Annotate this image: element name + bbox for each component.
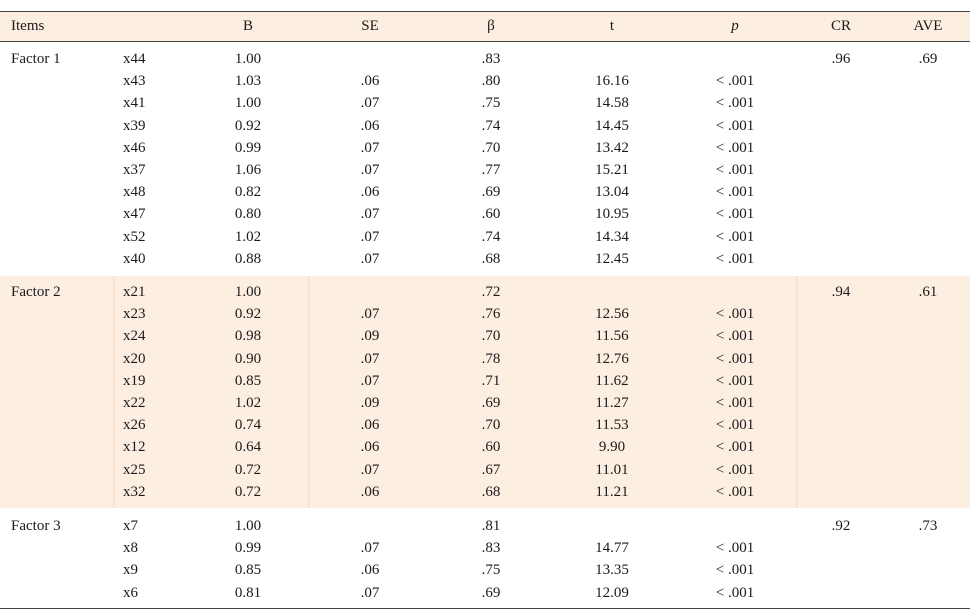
cell-beta: .70: [481, 417, 501, 433]
cell-b: 1.02: [234, 229, 262, 245]
band-gutter: [113, 276, 115, 508]
cell-t: 11.62: [595, 373, 629, 389]
cell-b: 0.85: [234, 562, 262, 578]
cell-beta: .67: [481, 462, 501, 478]
cell-b: 1.00: [234, 518, 262, 534]
cell-item: x9: [123, 562, 138, 578]
cell-se: .06: [360, 118, 380, 134]
cell-b: 0.64: [234, 439, 262, 455]
cell-b: 1.00: [234, 284, 262, 300]
cell-beta: .71: [481, 373, 501, 389]
cell-p: < .001: [715, 562, 755, 578]
cell-beta: .83: [481, 540, 501, 556]
cell-beta: .78: [481, 351, 501, 367]
cell-b: 0.99: [234, 540, 262, 556]
cell-beta: .68: [481, 251, 501, 267]
cell-t: 14.77: [595, 540, 629, 556]
cell-t: 10.95: [595, 206, 629, 222]
cell-b: 1.02: [234, 395, 262, 411]
cell-beta: .60: [481, 206, 501, 222]
cell-b: 0.98: [234, 328, 262, 344]
cell-ave: .61: [918, 284, 938, 300]
cell-t: 14.34: [595, 229, 629, 245]
cell-item: x24: [123, 328, 146, 344]
cell-se: .07: [360, 373, 380, 389]
cell-t: 12.09: [595, 585, 629, 601]
cell-se: .06: [360, 184, 380, 200]
cell-item: x44: [123, 51, 146, 67]
cell-beta: .75: [481, 95, 501, 111]
cell-se: .07: [360, 229, 380, 245]
cell-se: .07: [360, 585, 380, 601]
cell-p: < .001: [715, 251, 755, 267]
cell-se: .09: [360, 328, 380, 344]
cell-p: < .001: [715, 118, 755, 134]
cell-se: .06: [360, 484, 380, 500]
cell-p: < .001: [715, 351, 755, 367]
cell-p: < .001: [715, 585, 755, 601]
band-gutter: [308, 276, 310, 508]
cell-t: 14.58: [595, 95, 629, 111]
table-header: [0, 12, 970, 42]
cell-se: .07: [360, 462, 380, 478]
cell-item: x12: [123, 439, 146, 455]
cell-p: < .001: [715, 140, 755, 156]
cell-se: .07: [360, 306, 380, 322]
cell-se: .07: [360, 251, 380, 267]
cell-beta: .74: [481, 118, 501, 134]
cell-item: x25: [123, 462, 146, 478]
cell-se: .09: [360, 395, 380, 411]
cell-se: .07: [360, 162, 380, 178]
cell-beta: .69: [481, 585, 501, 601]
cell-item: x32: [123, 484, 146, 500]
cell-se: .06: [360, 417, 380, 433]
cell-beta: .77: [481, 162, 501, 178]
cell-p: < .001: [715, 540, 755, 556]
cell-t: 14.45: [595, 118, 629, 134]
cell-item: x47: [123, 206, 146, 222]
cell-t: 13.42: [595, 140, 629, 156]
header-t: t: [609, 18, 615, 34]
cell-p: < .001: [715, 95, 755, 111]
cell-t: 13.04: [595, 184, 629, 200]
cell-se: .07: [360, 351, 380, 367]
cell-b: 0.92: [234, 118, 262, 134]
cell-p: < .001: [715, 162, 755, 178]
cell-item: x7: [123, 518, 138, 534]
cell-t: 12.45: [595, 251, 629, 267]
cell-cr: .92: [831, 518, 851, 534]
cell-item: x48: [123, 184, 146, 200]
band-gutter: [796, 276, 798, 508]
cell-p: < .001: [715, 439, 755, 455]
cell-se: .07: [360, 140, 380, 156]
cell-beta: .70: [481, 328, 501, 344]
cell-p: < .001: [715, 373, 755, 389]
cell-t: 11.56: [595, 328, 629, 344]
header-b: B: [242, 18, 254, 34]
cell-b: 0.72: [234, 462, 262, 478]
cell-p: < .001: [715, 328, 755, 344]
cell-beta: .69: [481, 395, 501, 411]
cell-p: < .001: [715, 229, 755, 245]
cell-p: < .001: [715, 206, 755, 222]
cell-item: x8: [123, 540, 138, 556]
cell-item: x40: [123, 251, 146, 267]
cell-b: 1.03: [234, 73, 262, 89]
cell-p: < .001: [715, 73, 755, 89]
cell-se: .06: [360, 562, 380, 578]
table-bottom-rule: [0, 608, 970, 609]
header-ave: AVE: [913, 18, 943, 34]
cell-beta: .83: [481, 51, 501, 67]
cell-b: 1.06: [234, 162, 262, 178]
cell-cr: .96: [831, 51, 851, 67]
cell-item: x22: [123, 395, 146, 411]
cell-t: 11.21: [595, 484, 629, 500]
cell-beta: .69: [481, 184, 501, 200]
cell-b: 0.72: [234, 484, 262, 500]
cell-item: x43: [123, 73, 146, 89]
cell-item: x52: [123, 229, 146, 245]
cell-t: 12.76: [595, 351, 629, 367]
cell-t: 15.21: [595, 162, 629, 178]
cell-p: < .001: [715, 417, 755, 433]
header-se: SE: [361, 18, 379, 34]
cell-t: 11.27: [595, 395, 629, 411]
header-cr: CR: [830, 18, 852, 34]
factor-label: Factor 3: [11, 518, 61, 534]
cell-item: x46: [123, 140, 146, 156]
header-p: p: [731, 18, 739, 34]
cell-p: < .001: [715, 184, 755, 200]
header-beta: β: [487, 18, 495, 34]
cell-beta: .72: [481, 284, 501, 300]
header-items: Items: [11, 18, 45, 34]
cell-beta: .81: [481, 518, 501, 534]
cell-beta: .80: [481, 73, 501, 89]
cell-t: 13.35: [595, 562, 629, 578]
factor-label: Factor 2: [11, 284, 61, 300]
cell-b: 1.00: [234, 51, 262, 67]
cell-beta: .76: [481, 306, 501, 322]
cell-b: 0.90: [234, 351, 262, 367]
cell-b: 0.81: [234, 585, 262, 601]
cell-beta: .75: [481, 562, 501, 578]
cell-b: 0.74: [234, 417, 262, 433]
factor-label: Factor 1: [11, 51, 61, 67]
cell-se: .06: [360, 439, 380, 455]
cell-item: x39: [123, 118, 146, 134]
cell-beta: .68: [481, 484, 501, 500]
cell-item: x19: [123, 373, 146, 389]
cell-se: .07: [360, 95, 380, 111]
cell-t: 11.01: [595, 462, 629, 478]
cell-b: 1.00: [234, 95, 262, 111]
cell-t: 12.56: [595, 306, 629, 322]
cell-p: < .001: [715, 484, 755, 500]
cell-item: x23: [123, 306, 146, 322]
cell-t: 11.53: [595, 417, 629, 433]
cell-b: 0.82: [234, 184, 262, 200]
cell-b: 0.88: [234, 251, 262, 267]
cell-b: 0.92: [234, 306, 262, 322]
cell-item: x41: [123, 95, 146, 111]
cell-beta: .70: [481, 140, 501, 156]
cell-ave: .73: [918, 518, 938, 534]
cell-t: 16.16: [595, 73, 629, 89]
cell-b: 0.80: [234, 206, 262, 222]
cell-item: x6: [123, 585, 138, 601]
cell-p: < .001: [715, 462, 755, 478]
cell-item: x21: [123, 284, 146, 300]
cell-p: < .001: [715, 306, 755, 322]
cell-ave: .69: [918, 51, 938, 67]
cell-item: x37: [123, 162, 146, 178]
cell-t: 9.90: [598, 439, 626, 455]
cell-se: .06: [360, 73, 380, 89]
cell-item: x20: [123, 351, 146, 367]
cell-b: 0.99: [234, 140, 262, 156]
cell-beta: .74: [481, 229, 501, 245]
cell-se: .07: [360, 206, 380, 222]
cell-se: .07: [360, 540, 380, 556]
cell-b: 0.85: [234, 373, 262, 389]
cell-cr: .94: [831, 284, 851, 300]
cell-p: < .001: [715, 395, 755, 411]
cell-item: x26: [123, 417, 146, 433]
cell-beta: .60: [481, 439, 501, 455]
